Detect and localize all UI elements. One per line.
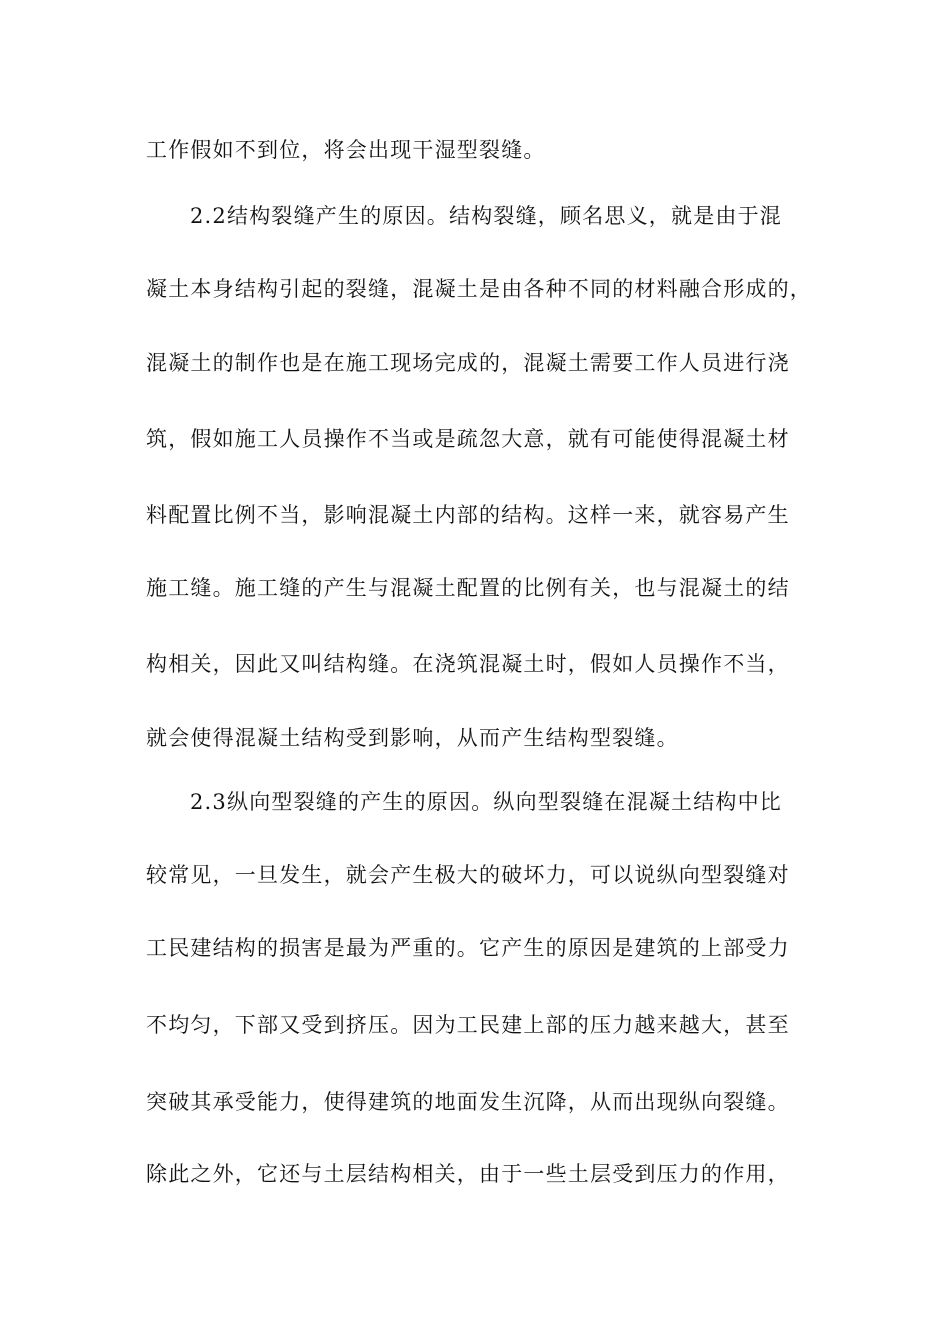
text-line: 较常见，一旦发生，就会产生极大的破坏力，可以说纵向型裂缝对 [146,863,790,887]
text-line: 工民建结构的损害是最为严重的。它产生的原因是建筑的上部受力 [146,936,790,960]
paragraph-2-2-first-line: 2.2结构裂缝产生的原因。结构裂缝，顾名思义，就是由于混 [190,204,782,228]
text-line: 工作假如不到位，将会出现干湿型裂缝。 [146,138,546,162]
text-line: 除此之外，它还与土层结构相关，由于一些土层受到压力的作用， [146,1162,790,1186]
text-line: 料配置比例不当，影响混凝土内部的结构。这样一来，就容易产生 [146,503,790,527]
text-line: 混凝土的制作也是在施工现场完成的，混凝土需要工作人员进行浇 [146,351,790,375]
text-line: 施工缝。施工缝的产生与混凝土配置的比例有关，也与混凝土的结 [146,576,790,600]
text-line: 构相关，因此又叫结构缝。在浇筑混凝土时，假如人员操作不当， [146,652,790,676]
paragraph-2-3-first-line: 2.3纵向型裂缝的产生的原因。纵向型裂缝在混凝土结构中比 [190,790,782,814]
text-line: 就会使得混凝土结构受到影响，从而产生结构型裂缝。 [146,726,679,750]
text-line: 突破其承受能力，使得建筑的地面发生沉降，从而出现纵向裂缝。 [146,1090,790,1114]
text-line: 筑，假如施工人员操作不当或是疏忽大意，就有可能使得混凝土材 [146,427,790,451]
text-line: 凝土本身结构引起的裂缝，混凝土是由各种不同的材料融合形成的， [146,277,812,301]
text-line: 不均匀，下部又受到挤压。因为工民建上部的压力越来越大，甚至 [146,1013,790,1037]
